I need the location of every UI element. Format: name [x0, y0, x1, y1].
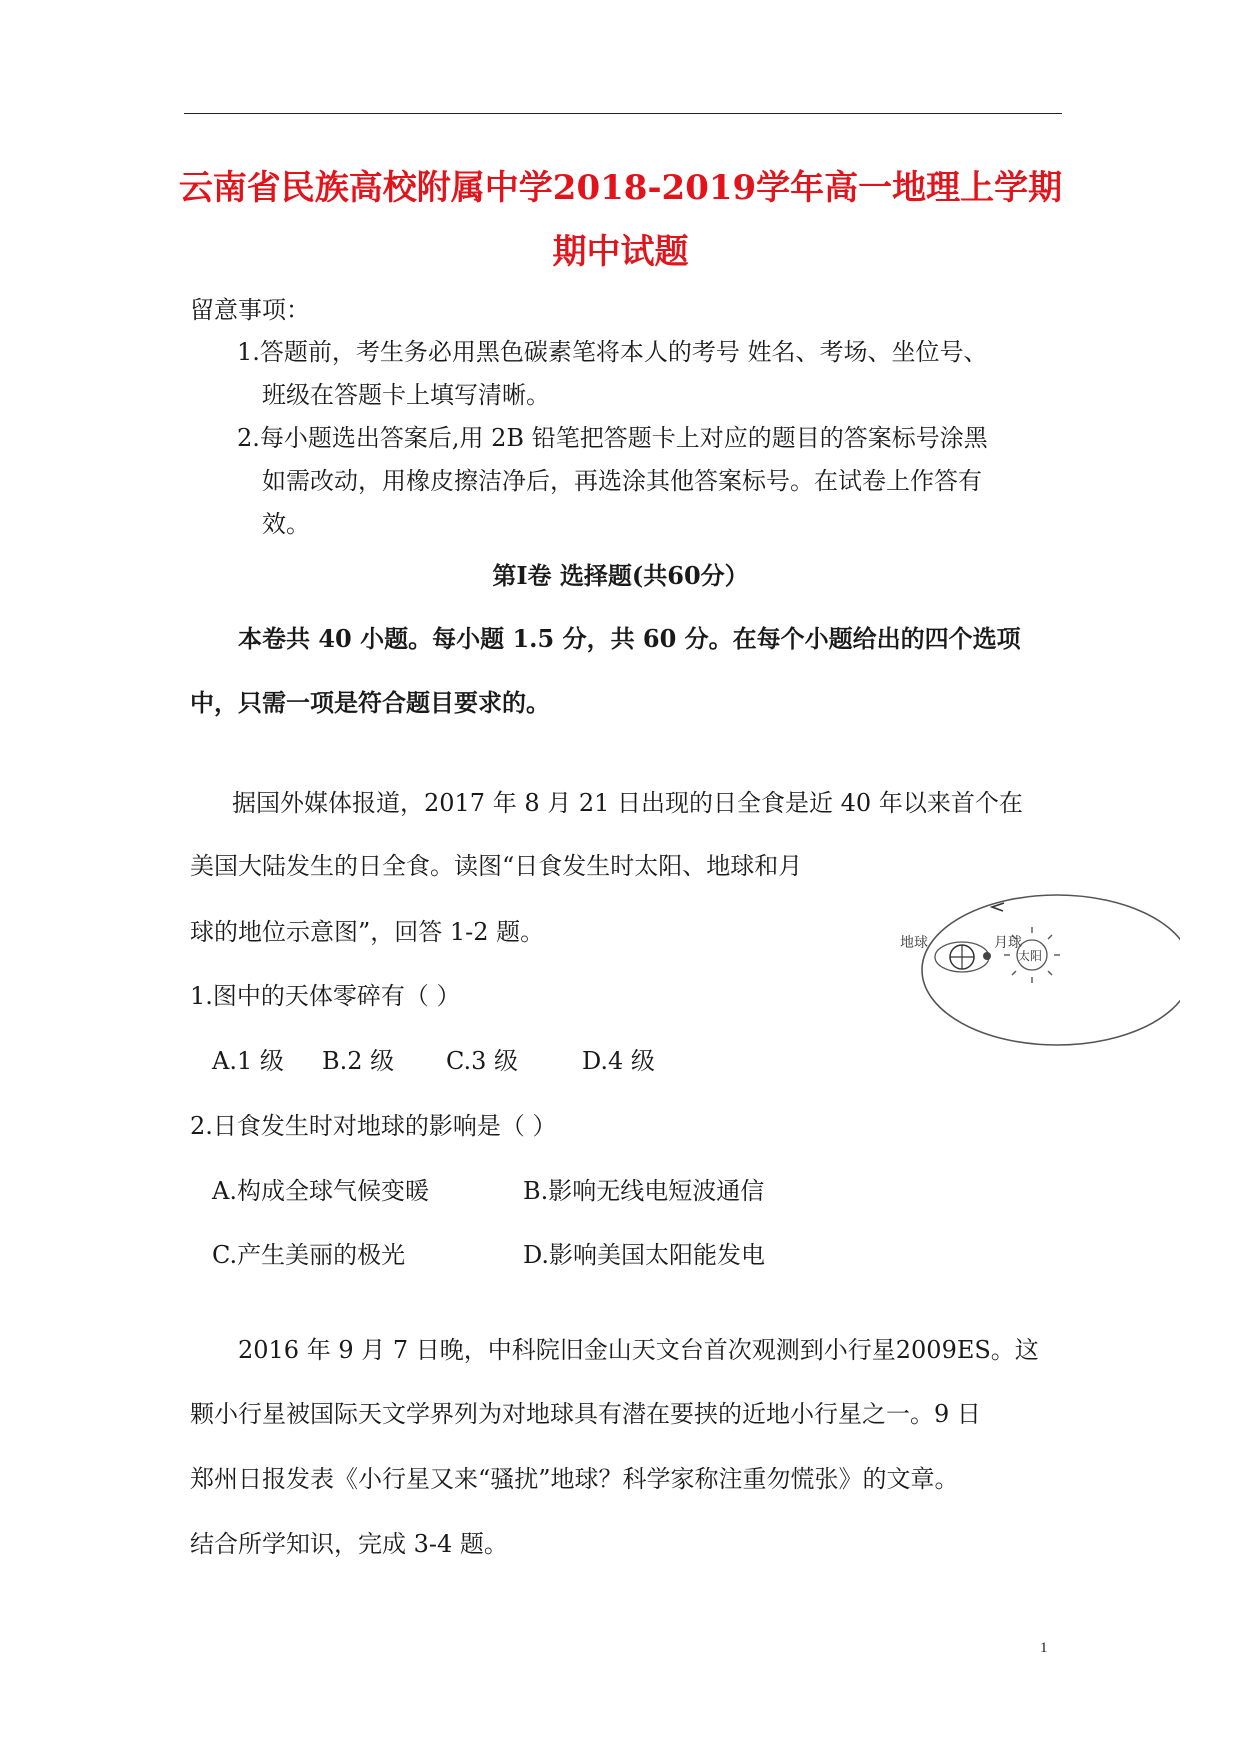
label-sun: 太阳: [1018, 949, 1043, 963]
notice-heading: 留意事项：: [190, 296, 310, 324]
question-2-stem: 2.日食发生时对地球的影响是（ ）: [190, 1112, 557, 1140]
question-1-option-a: A.1 级: [212, 1047, 284, 1075]
section-instruction-line-1: 本卷共 40 小题。每小题 1.5 分，共 60 分。在每个小题给出的四个选项: [238, 624, 1021, 653]
question-1-option-b: B.2 级: [322, 1047, 395, 1075]
notice-item-2-line-2: 如需改动，用橡皮擦洁净后，再选涂其他答案标号。在试卷上作答有: [262, 467, 982, 495]
header-rule: [184, 113, 1062, 114]
passage-1-line-3: 球的地位示意图”，回答 1-2 题。: [190, 918, 545, 946]
question-1-option-c: C.3 级: [446, 1047, 519, 1075]
earth-icon: [935, 942, 989, 972]
moon-icon: [983, 952, 991, 960]
notice-item-1-line-1: 1.答题前，考生务必用黑色碳素笔将本人的考号 姓名、考场、坐位号、: [237, 338, 988, 366]
label-moon: 月球: [994, 935, 1022, 951]
document-title-line2: 期中试题: [552, 232, 689, 272]
passage-2-line-2: 颗小行星被国际天文学界列为对地球具有潜在要挟的近地小行星之一。9 日: [190, 1400, 981, 1428]
passage-2-line-3: 郑州日报发表《小行星又来“骚扰”地球？科学家称注重勿慌张》的文章。: [190, 1465, 959, 1493]
question-2-option-b: B.影响无线电短波通信: [523, 1177, 765, 1205]
document-title-line1: 云南省民族高校附属中学2018-2019学年高一地理上学期: [178, 168, 1063, 208]
question-1-option-d: D.4 级: [582, 1047, 655, 1075]
page-number: 1: [1040, 1640, 1048, 1656]
question-1-stem: 1.图中的天体零碎有（ ）: [190, 982, 461, 1010]
notice-item-2-line-1: 2.每小题选出答案后,用 2B 铅笔把答题卡上对应的题目的答案标号涂黑: [237, 424, 988, 452]
notice-item-2-line-3: 效。: [262, 510, 310, 538]
label-earth: 地球: [900, 935, 928, 951]
passage-1-line-1: 据国外媒体报道，2017 年 8 月 21 日出现的日全食是近 40 年以来首个在: [232, 789, 1023, 817]
passage-2-line-4: 结合所学知识，完成 3-4 题。: [190, 1530, 508, 1558]
section-instruction-line-2: 中，只需一项是符合题目要求的。: [190, 688, 550, 717]
eclipse-diagram: [880, 890, 1180, 1050]
question-2-option-a: A.构成全球气候变暖: [212, 1177, 429, 1205]
passage-1-line-2: 美国大陆发生的日全食。读图“日食发生时太阳、地球和月: [190, 852, 803, 880]
section-title: 第Ⅰ卷 选择题(共60分）: [492, 561, 749, 590]
notice-item-1-line-2: 班级在答题卡上填写清晰。: [262, 381, 550, 409]
passage-2-line-1: 2016 年 9 月 7 日晚，中科院旧金山天文台首次观测到小行星2009ES。这: [238, 1336, 1039, 1364]
question-2-option-c: C.产生美丽的极光: [212, 1241, 406, 1269]
earth-orbit: [922, 895, 1180, 1045]
question-2-option-d: D.影响美国太阳能发电: [523, 1241, 766, 1269]
